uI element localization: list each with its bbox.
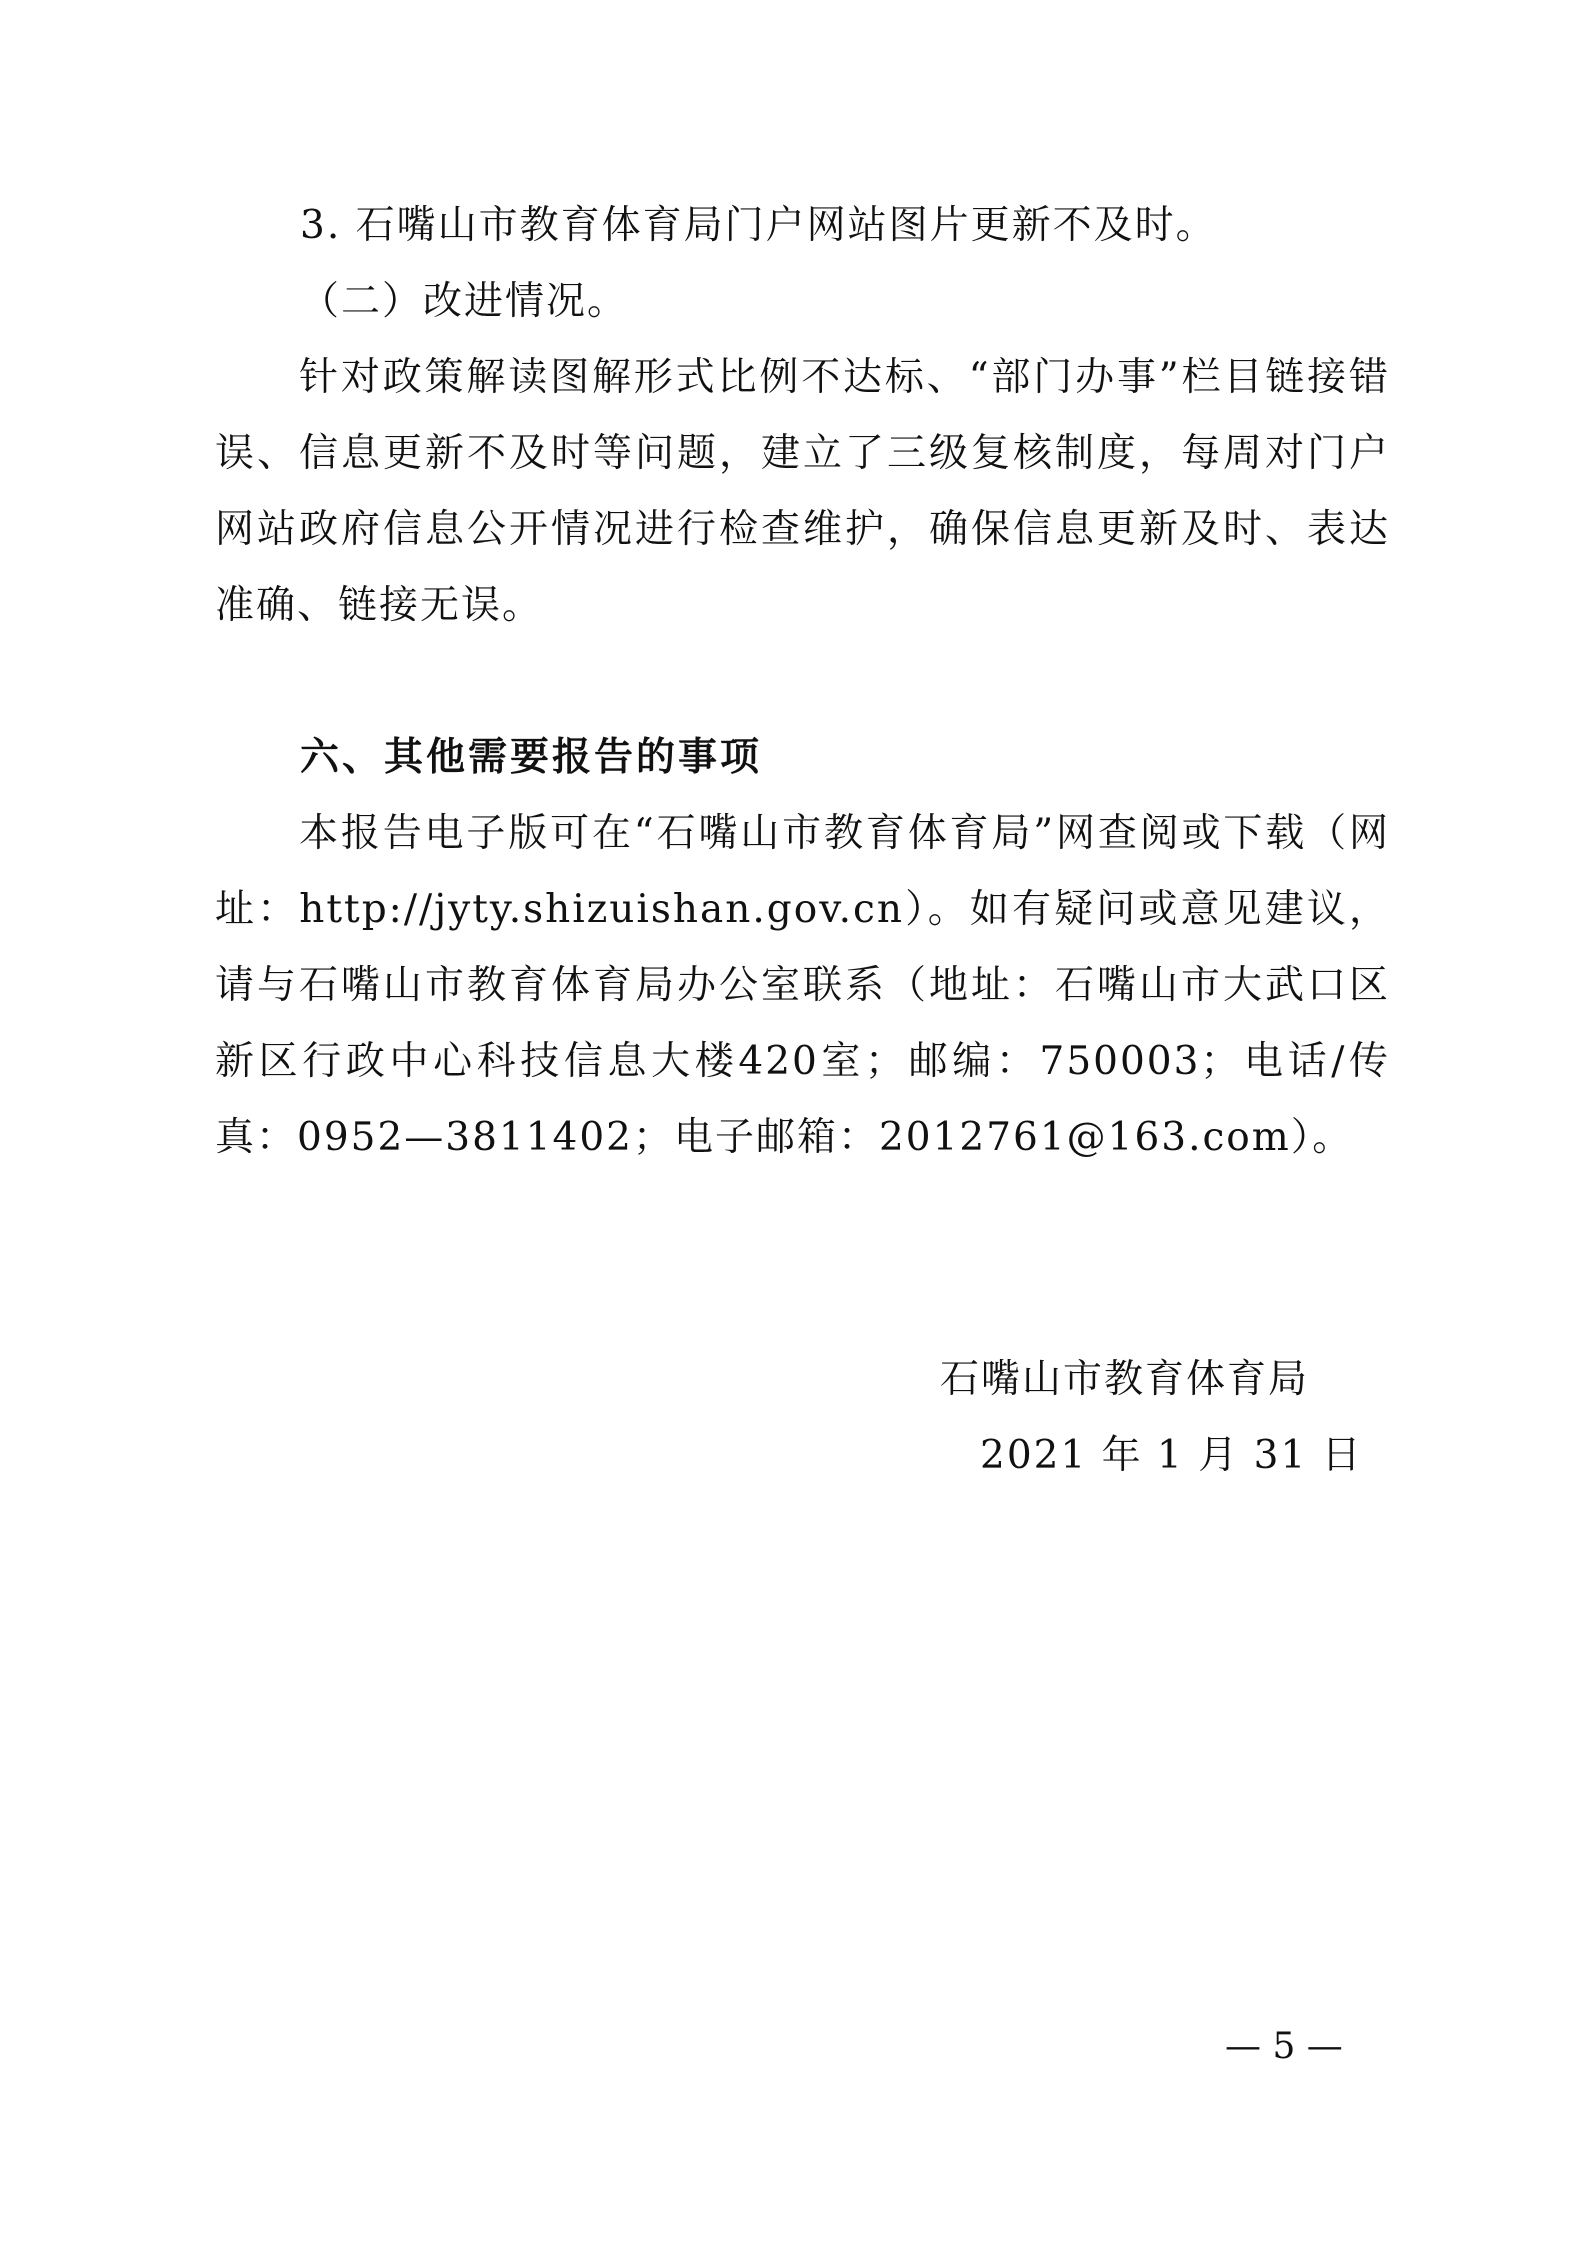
paragraph-other-matters: 本报告电子版可在“石嘴山市教育体育局”网查阅或下载（网址：http://jyty.shizuishan.gov.cn）。如有疑问或意见建议，请与石嘴山市教育体育局办公室联系（地址：石嘴山市大武口区新区行政中心科技信息大楼420室；邮编：750003；电话/传真：0952—3811402；电子邮箱：2012761@163.com）。 [215,811,1390,1160]
subheading-improvement: （二）改进情况。 [300,279,629,324]
section-heading-other-matters: 六、其他需要报告的事项 [300,735,763,780]
paragraph-improvement: 针对政策解读图解形式比例不达标、“部门办事”栏目链接错误、信息更新不及时等问题，建立了三级复核制度，每周对门户网站政府信息公开情况进行检查维护，确保信息更新及时、表达准确、链接无误。 [215,355,1390,628]
page-number: — 5 — [1225,2026,1343,2067]
signature-date: 2021 年 1 月 31 日 [980,1433,1363,1478]
item-3-text: 3. 石嘴山市教育体育局门户网站图片更新不及时。 [300,203,1217,248]
signature-organization: 石嘴山市教育体育局 [940,1357,1310,1402]
